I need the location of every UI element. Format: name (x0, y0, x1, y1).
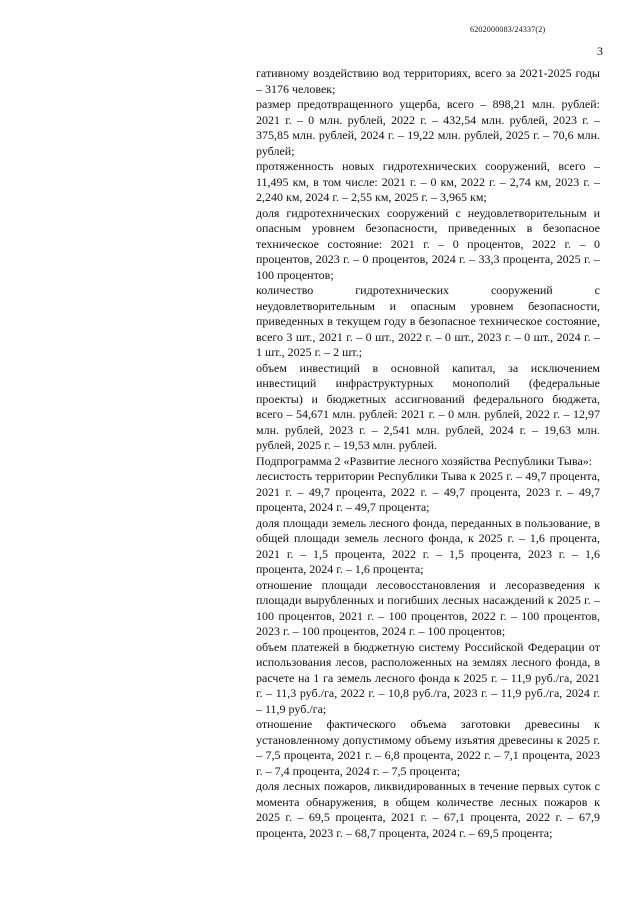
paragraph: отношение площади лесовосстановления и лесоразведения к площади вырубленных и погибших лесных насаждений к 2025 г. – 100 процентов, 2021 г. – 100 процентов, 2022 г. – 100 процентов, 2023 г. – 100 процентов, 2024 г. – 100 процентов; (256, 577, 600, 638)
paragraph: размер предотвращенного ущерба, всего – 898,21 млн. рублей: 2021 г. – 0 млн. рублей, 2022 г. – 432,54 млн. рублей, 2023 г. – 375,85 млн. рублей, 2024 г. – 19,22 млн. рублей, 2025 г. – 70,6 млн. рублей; (256, 97, 600, 158)
document-body (256, 66, 600, 841)
paragraph: объем инвестиций в основной капитал, за исключением инвестиций инфраструктурных монополий (федеральные проекты) и бюджетных ассигнований федерального бюджета, всего – 54,671 млн. рублей: 2021 г. – 0 млн. рублей, 2022 г. – 12,97 млн. рублей, 2023 г. – 2,541 млн. рублей, 2024 г. – 19,63 млн. рублей, 2025 г. – 19,53 млн. рублей. (256, 360, 600, 452)
document-id: 6202000083/24337(2) (470, 25, 546, 34)
page-number: 3 (597, 44, 603, 58)
paragraph: гативному воздействию вод территориях, всего за 2021-2025 годы – 3176 человек; (256, 66, 600, 96)
paragraph: доля лесных пожаров, ликвидированных в течение первых суток с момента обнаружения, в общем количестве лесных пожаров к 2025 г. – 69,5 процента, 2021 г. – 67,1 процента, 2022 г. – 67,9 процента, 2023 г. – 68,7 процента, 2024 г. – 69,5 процента; (256, 779, 600, 840)
paragraph: лесистость территории Республики Тыва к 2025 г. – 49,7 процента, 2021 г. – 49,7 процента, 2022 г. – 49,7 процента, 2023 г. – 49,7 процента, 2024 г. – 49,7 процента; (256, 469, 600, 514)
paragraph: доля площади земель лесного фонда, переданных в пользование, в общей площади земель лесного фонда, к 2025 г. – 1,6 процента, 2021 г. – 1,5 процента, 2022 г. – 1,5 процента, 2023 г. – 1,6 процента, 2024 г. – 1,6 процента; (256, 515, 600, 576)
paragraph: протяженность новых гидротехнических сооружений, всего – 11,495 км, в том числе: 2021 г. – 0 км, 2022 г. – 2,74 км, 2023 г. – 2,240 км, 2024 г. – 2,55 км, 2025 г. – 3,965 км; (256, 159, 600, 204)
subprogram-heading: Подпрограмма 2 «Развитие лесного хозяйства Республики Тыва»: (256, 453, 593, 468)
paragraph: отношение фактического объема заготовки древесины к установленному допустимому объему изъятия древесины к 2025 г. – 7,5 процента, 2021 г. – 6,8 процента, 2022 г. – 7,1 процента, 2023 г. – 7,4 процента, 2024 г. – 7,5 процента; (256, 717, 600, 778)
paragraph: количество гидротехнических сооружений с неудовлетворительным и опасным уровнем безопасности, приведенных в текущем году в безопасное техническое состояние, всего 3 шт., 2021 г. – 0 шт., 2022 г. – 0 шт., 2023 г. – 0 шт., 2024 г. – 1 шт., 2025 г. – 2 шт.; (256, 283, 600, 359)
paragraph: доля гидротехнических сооружений с неудовлетворительным и опасным уровнем безопасности, приведенных в безопасное техническое состояние: 2021 г. – 0 процентов, 2022 г. – 0 процентов, 2023 г. – 0 процентов, 2024 г. – 33,3 процента, 2025 г. – 100 процентов; (256, 205, 600, 282)
paragraph: объем платежей в бюджетную систему Российской Федерации от использования лесов, расположенных на землях лесного фонда, в расчете на 1 га земель лесного фонда к 2025 г. – 11,9 руб./га, 2021 г. – 11,3 руб./га, 2022 г. – 10,8 руб./га, 2023 г. – 11,9 руб./га, 2024 г. – 11,9 руб./га; (256, 639, 600, 716)
